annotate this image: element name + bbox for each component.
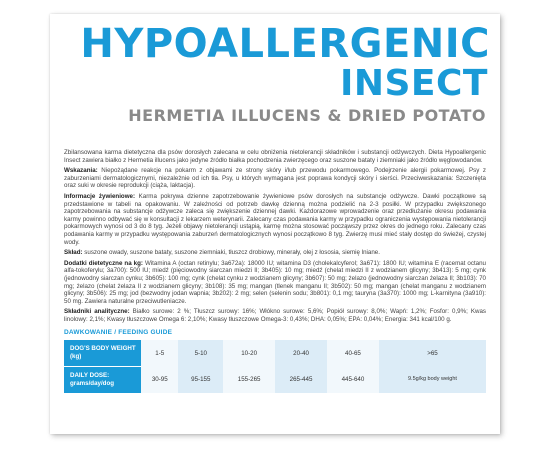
nutrition-label: Informacje żywieniowe: — [64, 192, 136, 200]
product-description — [64, 149, 486, 323]
feeding-table — [64, 340, 486, 393]
weight-header: DOG'S BODY WEIGHT (kg) — [64, 340, 141, 366]
product-title-line2: INSECT — [339, 63, 488, 104]
indications-paragraph — [64, 167, 486, 190]
nutrition-paragraph — [64, 193, 486, 246]
product-label — [50, 14, 500, 434]
product-subtitle: HERMETIA ILLUCENS & DRIED POTATO — [128, 106, 486, 125]
dose-cell: 30-95 — [141, 366, 178, 393]
composition-paragraph — [64, 249, 486, 257]
analytical-text: Białko surowe: 2 %; Tłuszcz surowy: 16%; Włókno surowe: 5,6%; Popiół surowy: 8,0%; Wapń: 1,2%; Fosfor: 0,9%; Kwas linolowy: 2,1%; Kwasy tłuszczowe Omega 6: 2,10%; Kwasy tłuszczowe Omega-3: 0,43%; DHA: 0,05%; EPA: 0,04%; Energia: 341 kcal/100 g. — [64, 308, 487, 323]
weight-cell: 5-10 — [178, 340, 223, 366]
dose-cell: 95-155 — [178, 366, 223, 393]
dose-cell: 445-640 — [327, 366, 379, 393]
weight-cell: >65 — [379, 340, 486, 366]
product-title-line1: HYPOALLERGENIC — [80, 21, 490, 67]
dose-row — [64, 366, 486, 393]
analytical-label: Składniki analityczne: — [64, 308, 130, 316]
dose-cell: 9.5g/kg body weight — [379, 366, 486, 393]
weight-cell: 40-65 — [327, 340, 379, 366]
dose-cell: 265-445 — [275, 366, 327, 393]
intro-paragraph: Zbilansowana karma dietetyczna dla psów dorosłych zalecana w celu obniżenia nietolerancji składników i substancji odżywczych. Dieta Hypoallergenic Insect zawiera białko z Hermetia illucens jako jedyne źródło białka pochodzenia zwierzęcego oraz suszone bataty i ziemniaki jako źródło węglowodanów. — [64, 149, 486, 164]
dose-cell: 155-265 — [223, 366, 275, 393]
indications-text: Niepożądane reakcje na pokarm z objawami ze strony skóry i/lub przewodu pokarmowego. Podejrzenie alergii pokarmowej. Psy z zaburzeniami dermatologicznymi, niezależnie od ich tła. Psy, u których wymagana jest poprawa kondycji skóry i sierści. Przeciwwskazania: Szczenięta oraz suki w okresie reprodukcji (ciąża, laktacja). — [64, 167, 486, 190]
composition-label: Skład: — [64, 249, 83, 257]
nutrition-text: Karma pokrywa dzienne zapotrzebowanie żywieniowe psów dorosłych na substancje odżywcze. Dawki początkowe są przedstawione w tabeli na opakowaniu. W zależności od potrzeb dawkę dzienną można podzielić na 2-3 posiłki. W przypadku zwiększonego zapotrzebowania na substancje odżywcze zaleca się zwiększenie dziennej dawki. Każdorazowe wprowadzenie oraz przedłużanie okresu podawania karmy powinno odbywać się w konsultacji z lekarzem weterynarii. Zalecany czas podawania karmy w przypadku ograniczenia występowania nietolerancji pokarmowych wynosi od 3 do 8 tyg. Jeżeli objawy nietolerancji ustąpią, karmę można stosować począwszy przez okres do jednego roku. Zalecany czas podawania karmy w przypadku występowania zaburzeń dermatologicznych wynosi początkowo 8 tyg. Zwierzę musi mieć stały dostęp do świeżej, czystej wody. — [64, 192, 486, 246]
composition-text: suszone owady, suszone bataty, suszone ziemniaki, tłuszcz drobiowy, minerały, olej z łososia, siemię lniane. — [82, 249, 380, 257]
additives-text: Witamina A (octan retinylu; 3a672a): 18000 IU; witamina D3 (cholekalcyferol; 3a671): 1800 IU; witamina E (racemat octanu alfa-tokoferylu; 3a700): 500 IU; miedź (pięciowodny siarczan miedzi II; 3b405): 10 mg; miedź (chelat miedzi II z wodzianem glicyny; 3b413): 5 mg; cynk (jednowodny siarczan cynku; 3b605): 100 mg; cynk (chelat cynku z wodzianem glicyny; 3b607): 50 mg; żelazo (jednowodny siarczan żelaza II; 3b103): 70 mg; żelazo (chelat żelaza II z wodzianem glicyny; 3b108): 35 mg; mangan (tlenek manganu II; 3b502): 50 mg; mangan (chelat manganu z wodzianem glicyny; 3b506): 25 mg; jod (bezwodny jodan wapnia; 3b202): 2 mg; selen (selenin sodu; 3b801): 0,1 mg; tauryna (3a370): 1000 mg; L-karnityna (3a910): 50 mg. Zawiera naturalne przeciwutleniacze. — [64, 259, 486, 305]
additives-label: Dodatki dietetyczne na kg: — [64, 259, 143, 267]
analytical-paragraph — [64, 308, 486, 323]
weight-cell: 20-40 — [275, 340, 327, 366]
feeding-guide-title: DAWKOWANIE / FEEDING GUIDE — [64, 329, 173, 337]
dose-header: DAILY DOSE: grams/day/dog — [64, 366, 141, 393]
weight-row — [64, 340, 486, 366]
weight-cell: 10-20 — [223, 340, 275, 366]
weight-cell: 1-5 — [141, 340, 178, 366]
indications-label: Wskazania: — [64, 167, 98, 175]
additives-paragraph — [64, 260, 486, 306]
